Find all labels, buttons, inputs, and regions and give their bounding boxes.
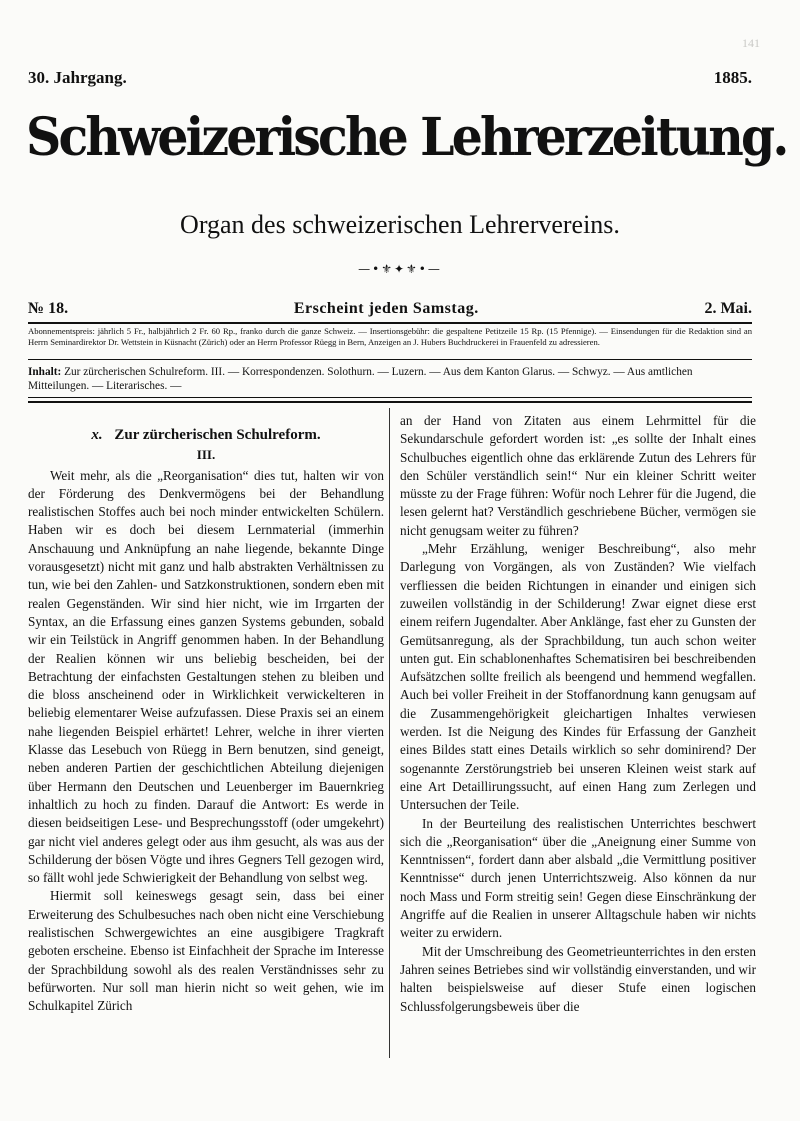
volume-line	[28, 68, 752, 88]
paragraph: an der Hand von Zitaten aus einem Lehrmittel für die Sekundarschule gefordert worden ist: „es sollte der Inhalt eines Schulbuches eigentlich ohne das erklärende Zutun des Lehrers für den Schüler verständlich sein!“ Nur ein kleiner Schritt weiter müsste zu der Frage führen: Wofür noch Lehrer für die Jugend, die lesen gelernt hat? Verständlich geschriebene Bücher, vermögen sie nicht genugsam weiter zu führen?	[400, 413, 756, 538]
paragraph: Mit der Umschreibung des Geometrieunterrichtes in den ersten Jahren seines Betriebes sind wir vollständig einverstanden, und wir halten beispielsweise auf dieser Stufe einen logischen Schlussfolgerungsbeweis über die	[400, 943, 756, 1014]
paragraph: Hiermit soll keineswegs gesagt sein, dass bei einer Erweiterung des Schulbesuches nach oben nicht eine Verschiebung realistischen Schwergewichtes an eine ausgibigere Tragkraft geboten erscheine. Ebenso ist Einfachheit der Sprache im Interesse der Sprachbildung sowohl als des realen Verständnisses sehr zu befürworten. Nur soll man hierin nicht so weit gehen, wie im Schulkapitel Zürich	[28, 888, 384, 1014]
paragraph: In der Beurteilung des realistischen Unterrichtes beschwert sich die „Reorganisation“ über die „Aneignung einer Summe von Kenntnissen“, fordert dann aber alsbald „die Vermittlung positiver Kenntnisse“ durch jenen Unterrichtszweig. Also können da nur noch Mass und Form streitig sein! Gegen diese Einschränkung der Angriffe auf die Realien in unserer Alltagschule haben wir nichts weiter zu erwidern.	[400, 815, 756, 941]
article-part: III.	[196, 447, 216, 463]
rule-contents-bottom-2	[28, 401, 752, 403]
issue-date: 2. Mai.	[704, 300, 752, 317]
masthead-subtitle: Organ des schweizerischen Lehrervereins.	[180, 210, 620, 239]
rule-contents-bottom-1	[28, 397, 752, 398]
issue-line	[28, 300, 752, 318]
rule-top-thick	[28, 322, 752, 324]
column-divider	[389, 408, 390, 1058]
paragraph: Weit mehr, als die „Reorganisation“ dies tut, halten wir von der Förderung des Denkvermögens bei der Behandlung realistischen Stoffes auch bei noch minder entwickelten Schülern. Haben wir es doch bei diesem Lernmaterial (immerhin Anschauung und Anknüpfung an nahe liegende, bekannte Dinge vorausgesetzt) nicht mit ganz und halb abstrakten Verhältnissen zu tun, wie bei den Zahlen- und Satzkonstruktionen, sondern eben mit realen Gegenständen. Wir sind hier nicht, wie im Irrgarten der Syntax, an die Erfassung eines ganzen Systems gebunden, sobald wir ein Teilstück in Angriff genommen haben. In der Behandlung der Realien können wir uns beliebig bescheiden, bei der Betrachtung der einfachsten Gestaltungen stehen zu bleiben und die bloss anscheinend oder in Wirklichkeit verwickelteren in beliebig elementarer Weise aufzufassen. Diese Praxis sei an einem nahe liegenden Beispiel erhärtet! Lehrer, welche in ihrer vierten Klasse das Lesebuch von Rüegg in Bern benutzen, sind geneigt, neben anderen Partien der geschichtlichen Abteilung diejenigen über Hermann den Deutschen und Leuenberger im Bauernkrieg inhaltlich zu hoch zu finden. Darauf die Antwort: Es werde in diesen beidseitigen Lese- und Besprechungsstoff (oder umgekehrt) gar nicht viel anderes gelegt oder aus ihm gesucht, als was aus der Schilderung der bösen Vögte und ihres Gegners Tell gezogen wird, so fällt wohl jede Schwierigkeit der Behandlung von selbst weg.	[28, 467, 384, 886]
subscription-info: Abonnementspreis: jährlich 5 Fr., halbjährlich 2 Fr. 60 Rp., franko durch die ganze Schweiz. — Insertionsgebühr: die gespaltene Petitzeile 15 Rp. (15 Pfennige). — Einsendungen für die Redaktion sind an Herrn Seminardirektor Dr. Wettstein in Küsnacht (Zürich) oder an Herrn Professor Rüegg in Bern, Anzeigen an J. Hubers Buchdruckerei in Frauenfeld zu adressieren.	[28, 326, 752, 347]
publication-schedule: Erscheint jeden Samstag.	[293, 300, 479, 317]
masthead-title: Schweizerische Lehrerzeitung.	[26, 107, 787, 168]
contents-text: Zur zürcherischen Schulreform. III. — Korrespondenzen. Solothurn. — Luzern. — Aus dem Kanton Glarus. — Schwyz. — Aus amtlichen Mitteilungen. — Literarisches. —	[28, 366, 693, 392]
ornament-divider: —•⚜✦⚜•—	[358, 262, 442, 276]
rule-contents-top	[28, 359, 752, 360]
volume-number: 30. Jahrgang.	[28, 68, 127, 87]
bleed-through-page-number: 141	[742, 36, 760, 50]
left-column	[28, 412, 384, 1016]
year: 1885.	[713, 68, 752, 87]
article-title: Zur zürcherischen Schulreform.	[114, 427, 321, 443]
contents-label: Inhalt:	[28, 366, 62, 378]
article-number: x.	[91, 427, 103, 443]
right-column	[400, 412, 756, 1016]
table-of-contents	[28, 365, 752, 393]
issue-number: № 18.	[28, 300, 69, 317]
article-heading	[28, 426, 384, 444]
paragraph: „Mehr Erzählung, weniger Beschreibung“, also mehr Darlegung von Vorgängen, als von Zuständen? Wie vielfach verfliessen die beiden Richtungen in einander und einigen sich zuweilen vollständig in der Schilderung! Zwar eignet diese erst einem reifern Jugendalter. Aber Anklänge, fast eher zu Gunsten der Gemütsanregung, als der Sprachbildung, tun auch schon weiter unten gut. Ein schablonenhaftes Schematisiren bei beschreibenden Aufsätzchen sollte freilich als beengend und hemmend wegfallen. Auch bei voller Freiheit in der Stoffanordnung kann genugsam auf die Zusammengehörigkeit gleichartigen Inhaltes verwiesen werden. Ist die Neigung des Kindes für Erfassung der Ganzheit eines Bildes statt eines Details wirklich so sehr dominirend? Der sogenannte Zerstörungstrieb bei unseren Kleinen weist stark auf eine Art Detaillirungssucht, auf einen Hang zum Zerlegen und Untersuchen der Teile.	[400, 541, 756, 813]
